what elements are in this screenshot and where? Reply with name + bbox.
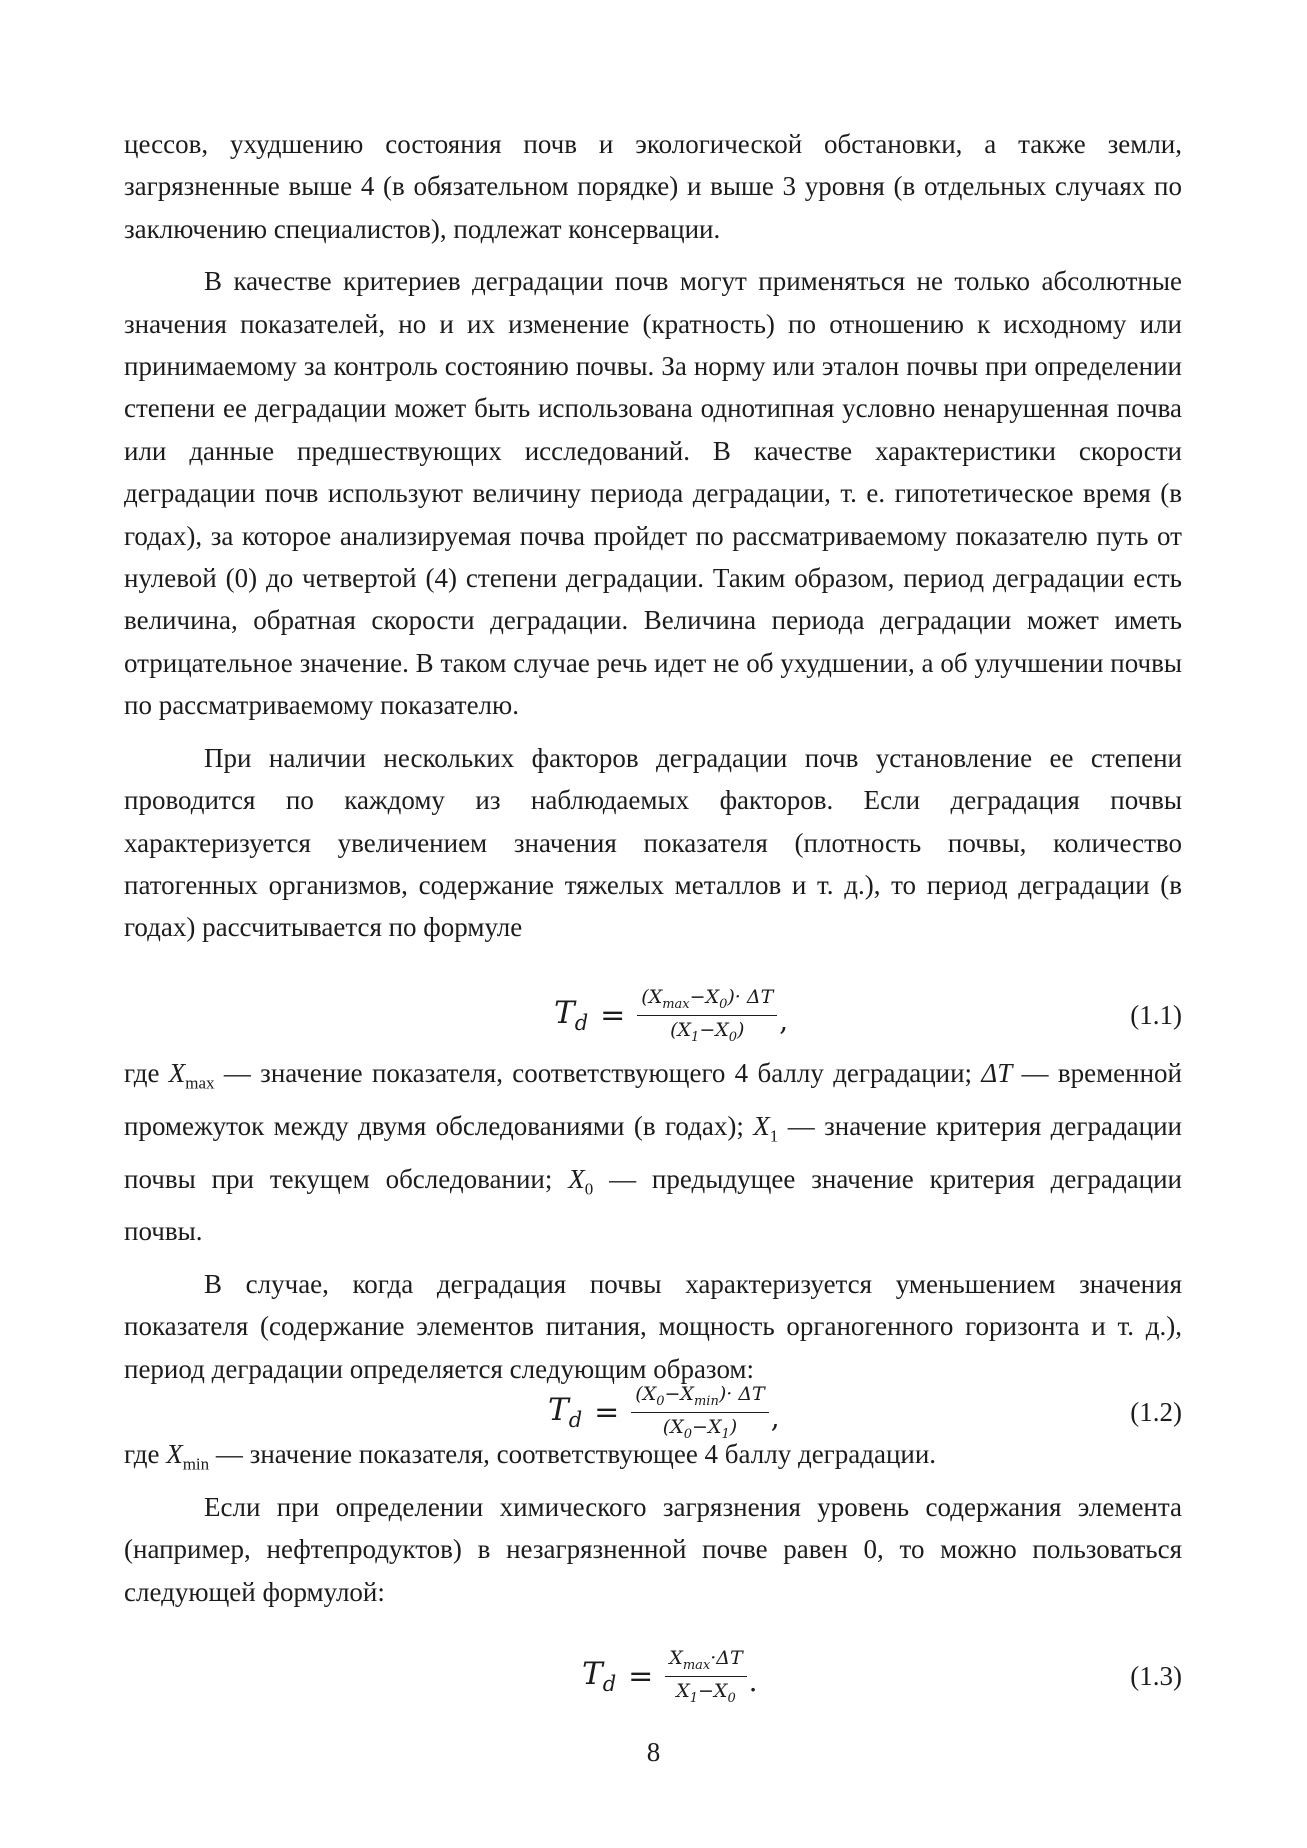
paragraph-where-1: где $X_{max}$ — значение показателя, соответствующего 4 баллу деградации; ΔT — временной промежуток между двумя обследованиями (в годах); $X_1$ — значение критерия деградации почвы при текущем обследовании; $X_0$ — предыдущее значение критерия деградации почвы. — [124, 1058, 1183, 1247]
equals-sign: = — [628, 1658, 654, 1694]
var-xmin: $X_{min}$ — [166, 1439, 210, 1474]
punctuation: . — [748, 1665, 758, 1698]
paragraph-zero-level: Если при определении химического загрязнения уровень содержания элемента (например, нефтепродуктов) в незагрязненной почве равен 0, то можно пользоваться следующей формулой: — [124, 1491, 1182, 1607]
paragraph-multiple-factors: При наличии нескольких факторов деградации почв установление ее степени проводится по каждому из наблюдаемых факторов. Если деградация почвы характеризуется увеличением значения показателя (плотность почвы, количество патогенных организмов, содержание тяжелых металлов и т. д.), то период деградации (в годах) рассчитывается по формуле — [124, 742, 1182, 943]
fraction — [665, 1647, 746, 1706]
fraction — [637, 986, 777, 1045]
numerator: $X_{max}\cdot\Delta T$ — [665, 1647, 746, 1677]
denominator: $(X_0-X_1)$ — [662, 1415, 738, 1442]
numerator: $(X_0-X_{min})\cdot \Delta T$ — [631, 1383, 768, 1413]
text-block-top — [124, 123, 1182, 949]
paragraph-decrease-case: В случае, когда деградация почвы характеризуется уменьшением значения показателя (содержание элементов питания, мощность органогенного горизонта и т. д.), период деградации определяется следующим образом: — [124, 1268, 1182, 1384]
denominator: $(X_1-X_0)$ — [670, 1018, 745, 1045]
equals-sign: = — [594, 1394, 620, 1430]
equation-formula — [554, 975, 788, 1055]
var-delta-t: ΔT — [981, 1058, 1013, 1088]
var-x1: $X_1$ — [753, 1110, 779, 1146]
punctuation: , — [770, 1401, 780, 1434]
paragraph-continuation: цессов, ухудшению состояния почв и экологической обстановки, а также земли, загрязненные выше 4 (в обязательном порядке) и выше 3 уровня (в отдельных случаях по заключению специалистов), подлежат консервации. — [124, 129, 1182, 244]
equation-1-3 — [124, 1636, 1182, 1716]
equation-lhs: $T_d$ — [554, 994, 589, 1036]
text-block-lower — [124, 1433, 1182, 1613]
paragraph-where-2: где $X_{min}$ — значение показателя, соответствующее 4 баллу деградации. — [124, 1439, 937, 1474]
paragraph-degradation-criteria: В качестве критериев деградации почв могут применяться не только абсолютные значения показателей, но и их изменение (кратность) по отношению к исходному или принимаемому за контроль состоянию почвы. За норму или эталон почвы при определении степени ее деградации может быть использована однотипная условно ненарушенная почва или данные предшествующих исследований. В качестве характеристики скорости деградации почв используют величину периода деградации, т. е. гипотетическое время (в годах), за которое анализируемая почва пройдет по рассматриваемому показателю путь от нулевой (0) до четвертой (4) степени деградации. Таким образом, период деградации есть величина, обратная скорости деградации. Величина периода деградации может иметь отрицательное значение. В таком случае речь идет не об ухудшении, а об улучшении почвы по рассматриваемому показателю. — [124, 266, 1182, 721]
text-block-middle — [124, 1052, 1182, 1390]
equation-lhs: $T_d$ — [548, 1391, 583, 1433]
denominator: $X_1-X_0$ — [676, 1679, 736, 1706]
page-number: 8 — [646, 1737, 661, 1767]
var-xmax: $X_{max}$ — [168, 1058, 215, 1093]
equals-sign: = — [600, 997, 626, 1033]
punctuation: , — [779, 1004, 789, 1037]
equation-lhs: $T_d$ — [582, 1655, 617, 1697]
equation-number: (1.2) — [1130, 1396, 1182, 1427]
equation-1-1 — [124, 975, 1182, 1055]
var-x0: $X_0$ — [568, 1163, 594, 1198]
equation-number: (1.1) — [1130, 999, 1182, 1030]
equation-number: (1.3) — [1130, 1660, 1182, 1691]
equation-formula — [582, 1636, 758, 1716]
numerator: $(X_{max}-X_0)\cdot \Delta T$ — [637, 986, 777, 1016]
